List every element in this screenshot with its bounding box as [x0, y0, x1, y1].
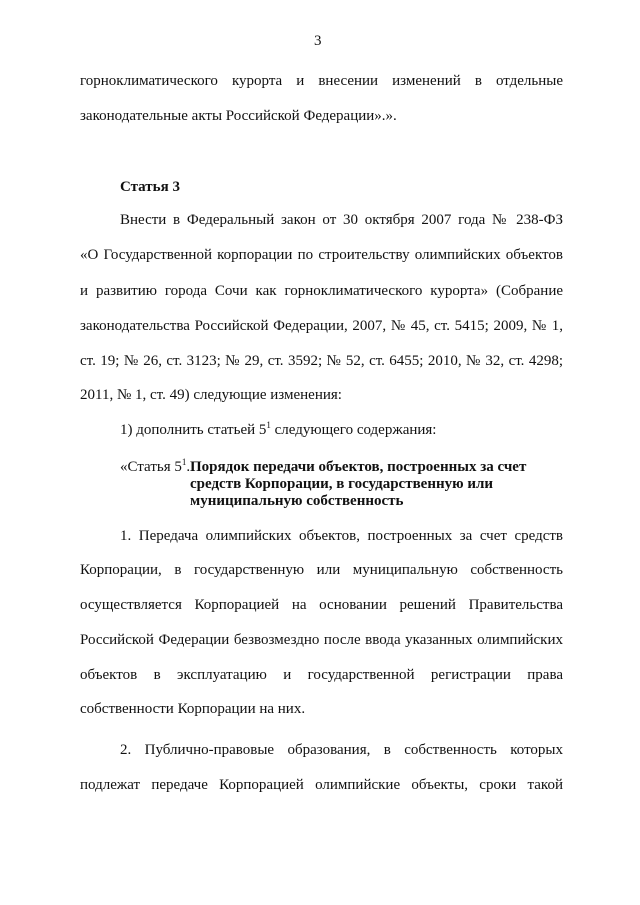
article-heading: Статья 3: [120, 179, 180, 195]
para1-line-2: Корпорации, в государственную или муниципальную собственность: [80, 562, 563, 578]
para1-line-5: объектов в эксплуатацию и государственной регистрации права: [80, 667, 563, 683]
new-article-prefix: «Статья 5: [120, 459, 182, 475]
new-article-title-2: средств Корпорации, в государственную или: [190, 476, 494, 492]
para1-line-1: 1. Передача олимпийских объектов, построенных за счет средств: [120, 528, 563, 544]
item-1-text: 1) дополнить статьей 5: [120, 422, 267, 438]
new-article-title-1: Порядок передачи объектов, построенных за счет: [190, 459, 527, 475]
article-line-2: «О Государственной корпорации по строительству олимпийских объектов: [80, 247, 563, 263]
item-1-tail: следующего содержания:: [270, 422, 437, 438]
item-1-superscript: 1: [266, 420, 271, 430]
para1-line-6: собственности Корпорации на них.: [80, 701, 306, 717]
article-line-6: 2011, № 1, ст. 49) следующие изменения:: [80, 387, 342, 403]
article-line-3: и развитию города Сочи как горноклиматического курорта» (Собрание: [80, 283, 563, 299]
intro-line-2: законодательные акты Российской Федерации».».: [80, 108, 397, 124]
article-line-5: ст. 19; № 26, ст. 3123; № 29, ст. 3592; № 52, ст. 6455; 2010, № 32, ст. 4298;: [80, 353, 563, 369]
new-article-title-3: муниципальную собственность: [190, 493, 404, 509]
intro-line-1: горноклиматического курорта и внесении изменений в отдельные: [80, 73, 563, 89]
para1-line-4: Российской Федерации безвозмездно после ввода указанных олимпийских: [80, 632, 563, 648]
new-article-label: «Статья $5^1$.: [120, 457, 191, 475]
page-number: 3: [314, 33, 322, 49]
item-1: [120, 421, 436, 439]
article-line-4: законодательства Российской Федерации, 2007, № 45, ст. 5415; 2009, № 1,: [80, 318, 563, 334]
para2-line-1: 2. Публично-правовые образования, в собственность которых: [120, 742, 563, 758]
para2-line-2: подлежат передаче Корпорацией олимпийские объекты, сроки такой: [80, 777, 563, 793]
para1-line-3: осуществляется Корпорацией на основании решений Правительства: [80, 597, 563, 613]
article-line-1: Внести в Федеральный закон от 30 октября 2007 года № 238-ФЗ: [120, 212, 563, 228]
new-article-superscript: 1: [181, 457, 187, 467]
